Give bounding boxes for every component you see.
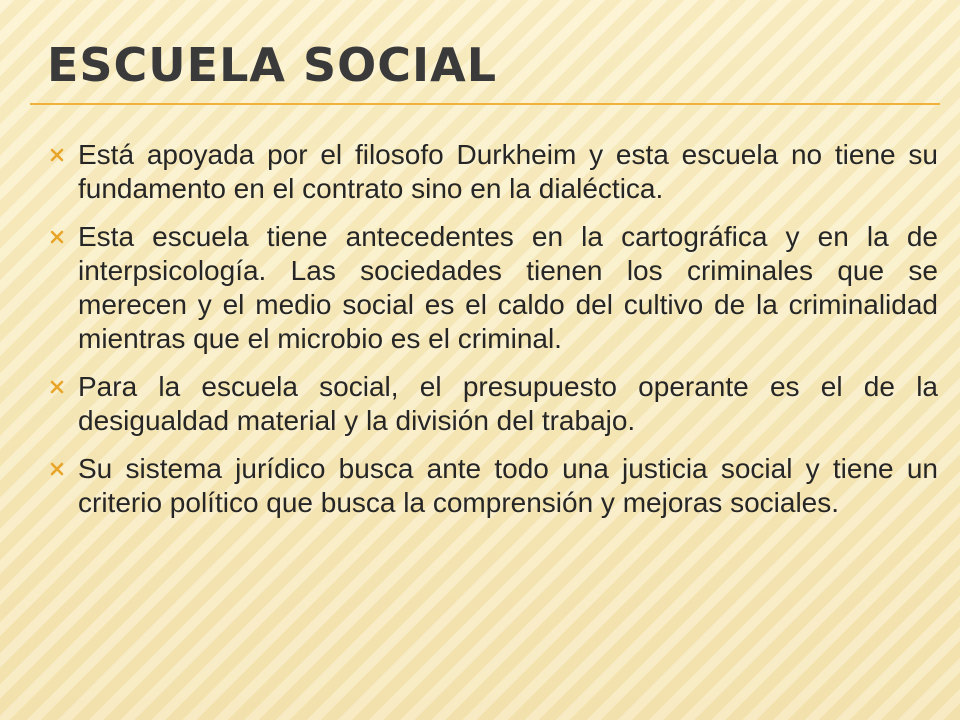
bullet-item-3	[48, 370, 938, 438]
bullet-item-4	[48, 452, 938, 520]
slide-title: ESCUELA SOCIAL	[47, 38, 498, 92]
x-mark-icon	[48, 454, 68, 484]
bullet-text: Para la escuela social, el presupuesto operante es el de la desigualdad material y la división del trabajo.	[78, 371, 938, 436]
bullet-text: Su sistema jurídico busca ante todo una justicia social y tiene un criterio político que busca la comprensión y mejoras sociales.	[78, 453, 938, 518]
bullet-item-1	[48, 138, 938, 206]
title-underline	[30, 103, 940, 105]
x-mark-icon	[48, 222, 68, 252]
bullet-list	[48, 138, 938, 534]
bullet-item-2	[48, 220, 938, 356]
bullet-text: Está apoyada por el filosofo Durkheim y esta escuela no tiene su fundamento en el contrato sino en la dialéctica.	[78, 139, 938, 204]
x-mark-icon	[48, 140, 68, 170]
x-mark-icon	[48, 372, 68, 402]
bullet-text: Esta escuela tiene antecedentes en la cartográfica y en la de interpsicología. Las sociedades tienen los criminales que se merecen y el medio social es el caldo del cultivo de la criminalidad mientras que el microbio es el criminal.	[78, 221, 938, 354]
